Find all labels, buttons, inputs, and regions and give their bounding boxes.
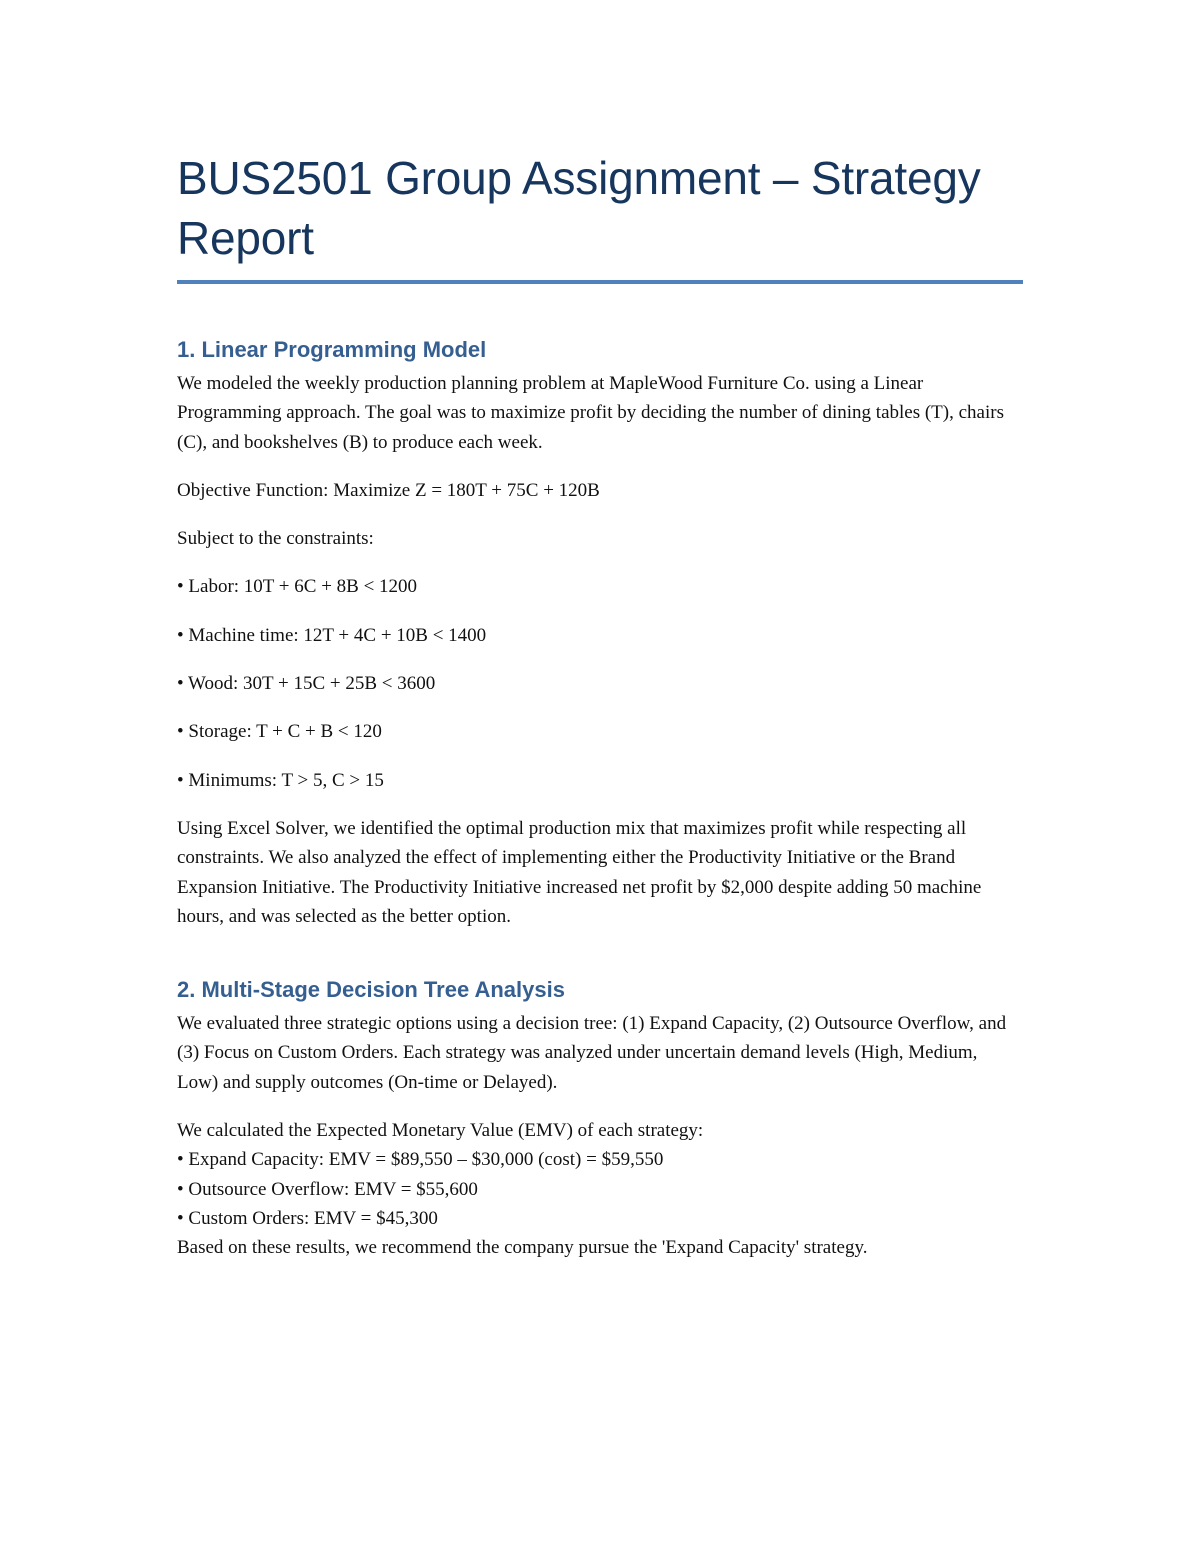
- section-1-conclusion: Using Excel Solver, we identified the optimal production mix that maximizes profit while respecting all constraints. We also analyzed the effect of implementing either the Productivity Initiative or the Brand Expansion Initiative. The Productivity Initiative increased net profit by $2,000 despite adding 50 machine hours, and was selected as the better option.: [177, 817, 982, 927]
- objective-function: Objective Function: Maximize Z = 180T + 75C + 120B: [177, 479, 600, 501]
- constraints-label: Subject to the constraints:: [177, 528, 374, 550]
- constraint-minimums: • Minimums: T > 5, C > 15: [177, 769, 384, 791]
- emv-label: We calculated the Expected Monetary Value (EMV) of each strategy:: [177, 1120, 704, 1142]
- constraint-wood: • Wood: 30T + 15C + 25B < 3600: [177, 673, 436, 695]
- section-2-heading: 2. Multi-Stage Decision Tree Analysis: [177, 977, 565, 1003]
- section-1-heading: 1. Linear Programming Model: [177, 337, 487, 362]
- document-body: [177, 148, 1023, 1263]
- emv-custom-orders: • Custom Orders: EMV = $45,300: [177, 1207, 438, 1229]
- constraint-machine-time: • Machine time: 12T + 4C + 10B < 1400: [177, 624, 487, 646]
- title-underline: [177, 280, 1023, 284]
- emv-block: [177, 1116, 1023, 1262]
- constraint-labor: • Labor: 10T + 6C + 8B < 1200: [177, 576, 418, 598]
- document-title: BUS2501 Group Assignment – Strategy Report: [177, 152, 981, 264]
- emv-expand-capacity: • Expand Capacity: EMV = $89,550 – $30,000 (cost) = $59,550: [177, 1149, 664, 1171]
- section-2-intro: We evaluated three strategic options using a decision tree: (1) Expand Capacity, (2) Outsource Overflow, and (3) Focus on Custom Orders. Each strategy was analyzed under uncertain demand levels (High, Medium, Low) and supply outcomes (On-time or Delayed).: [177, 1013, 1007, 1093]
- emv-outsource-overflow: • Outsource Overflow: EMV = $55,600: [177, 1178, 478, 1200]
- recommendation: Based on these results, we recommend the company pursue the 'Expand Capacity' strategy.: [177, 1237, 868, 1259]
- section-1-intro: We modeled the weekly production planning problem at MapleWood Furniture Co. using a Linear Programming approach. The goal was to maximize profit by deciding the number of dining tables (T), chairs (C), and bookshelves (B) to produce each week.: [177, 373, 1004, 453]
- constraint-storage: • Storage: T + C + B < 120: [177, 721, 382, 743]
